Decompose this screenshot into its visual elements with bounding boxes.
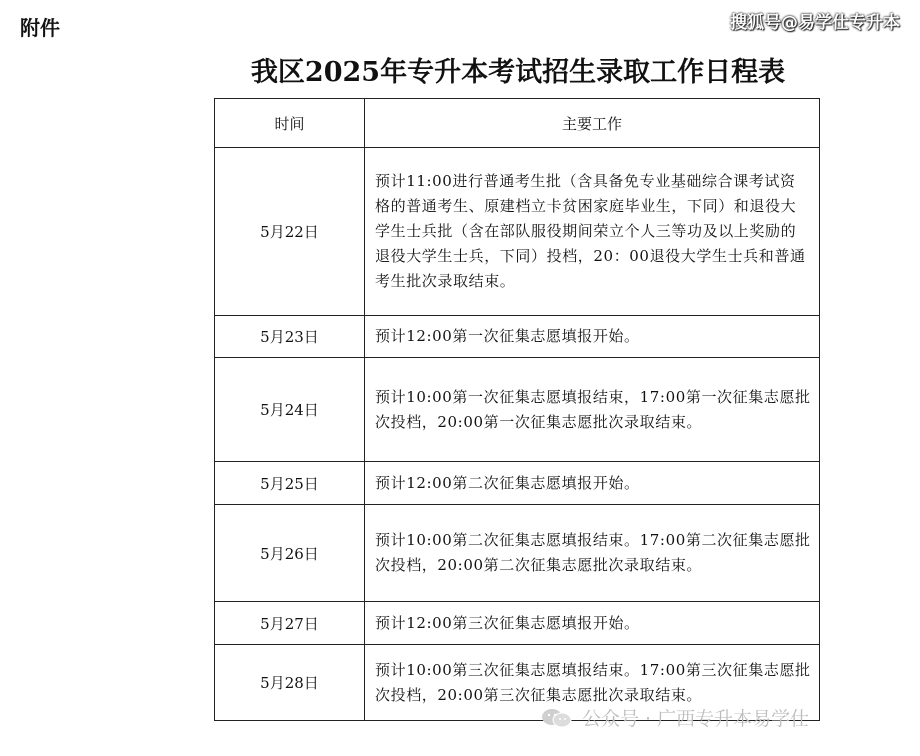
row-date: 5月26日 xyxy=(215,505,365,602)
row-work: 预计10:00第二次征集志愿填报结束。17:00第二次征集志愿批次投档，20:00第二次征集志愿批次录取结束。 xyxy=(365,505,820,602)
row-date: 5月28日 xyxy=(215,645,365,721)
table-row xyxy=(215,505,820,602)
header-main-work: 主要工作 xyxy=(365,99,820,148)
wechat-icon xyxy=(540,707,574,729)
row-date: 5月23日 xyxy=(215,316,365,358)
row-work: 预计11:00进行普通考生批（含具备免专业基础综合课考试资格的普通考生、原建档立卡贫困家庭毕业生，下同）和退役大学生士兵批（含在部队服役期间荣立个人三等功及以上奖励的退役大学生士兵，下同）投档，20：00退役大学生士兵和普通考生批次录取结束。 xyxy=(365,148,820,316)
watermark-top: 搜狐号@易学仕专升本 xyxy=(730,13,900,33)
row-date: 5月27日 xyxy=(215,602,365,645)
table-row xyxy=(215,462,820,505)
watermark-bottom xyxy=(540,704,809,731)
row-date: 5月22日 xyxy=(215,148,365,316)
page-title: 我区2025年专升本考试招生录取工作日程表 xyxy=(250,57,786,88)
watermark-bottom-text: 公众号 · 广西专升本易学仕 xyxy=(582,708,810,730)
table-row xyxy=(215,148,820,316)
row-work: 预计12:00第三次征集志愿填报开始。 xyxy=(365,602,820,645)
table-header-row xyxy=(215,99,820,148)
header-time: 时间 xyxy=(215,99,365,148)
row-work: 预计12:00第二次征集志愿填报开始。 xyxy=(365,462,820,505)
row-date: 5月24日 xyxy=(215,358,365,462)
row-date: 5月25日 xyxy=(215,462,365,505)
table-row xyxy=(215,358,820,462)
schedule-table xyxy=(214,98,820,721)
attachment-label: 附件 xyxy=(20,16,60,40)
row-work: 预计10:00第三次征集志愿填报结束。17:00第三次征集志愿批次投档，20:00第三次征集志愿批次录取结束。 xyxy=(365,645,820,721)
table-row xyxy=(215,602,820,645)
table-row xyxy=(215,316,820,358)
row-work: 预计10:00第一次征集志愿填报结束，17:00第一次征集志愿批次投档，20:00第一次征集志愿批次录取结束。 xyxy=(365,358,820,462)
row-work: 预计12:00第一次征集志愿填报开始。 xyxy=(365,316,820,358)
